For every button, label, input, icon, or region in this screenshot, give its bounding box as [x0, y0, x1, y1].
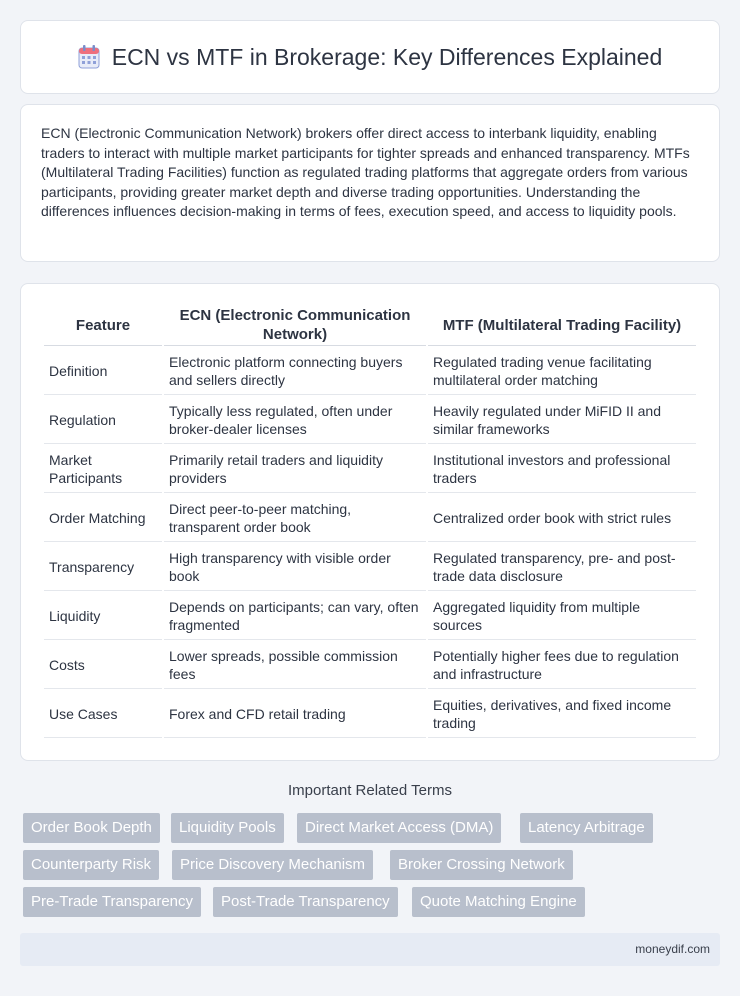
ecn-cell: Depends on participants; can vary, often fragmented	[164, 593, 426, 640]
tag-direct-market-access[interactable]: Direct Market Access (DMA)	[297, 813, 501, 843]
comparison-table-card	[20, 283, 720, 761]
table-row	[44, 495, 696, 542]
tag-latency-arbitrage[interactable]: Latency Arbitrage	[520, 813, 653, 843]
mtf-cell: Regulated trading venue facilitating multilateral order matching	[428, 348, 696, 395]
table-row	[44, 691, 696, 738]
tag-quote-matching-engine[interactable]: Quote Matching Engine	[412, 887, 585, 917]
tag-post-trade-transparency[interactable]: Post-Trade Transparency	[213, 887, 398, 917]
tag-price-discovery[interactable]: Price Discovery Mechanism	[172, 850, 373, 880]
feature-cell: Liquidity	[44, 593, 162, 640]
page-title: ECN vs MTF in Brokerage: Key Differences Explained	[111, 43, 663, 70]
ecn-cell: Forex and CFD retail trading	[164, 691, 426, 738]
footer-site[interactable]: moneydif.com	[635, 942, 710, 956]
intro-card	[20, 104, 720, 262]
mtf-cell: Regulated transparency, pre- and post-trade data disclosure	[428, 544, 696, 591]
tag-liquidity-pools[interactable]: Liquidity Pools	[171, 813, 284, 843]
table-row	[44, 593, 696, 640]
feature-cell: Regulation	[44, 397, 162, 444]
table-row	[44, 397, 696, 444]
mtf-cell: Heavily regulated under MiFID II and similar frameworks	[428, 397, 696, 444]
mtf-cell: Equities, derivatives, and fixed income trading	[428, 691, 696, 738]
feature-cell: Transparency	[44, 544, 162, 591]
ecn-cell: Typically less regulated, often under broker-dealer licenses	[164, 397, 426, 444]
related-terms-heading: Important Related Terms	[288, 782, 452, 799]
ecn-cell: Lower spreads, possible commission fees	[164, 642, 426, 689]
table-row	[44, 642, 696, 689]
header-feature: Feature	[44, 305, 162, 346]
mtf-cell: Centralized order book with strict rules	[428, 495, 696, 542]
mtf-cell: Aggregated liquidity from multiple sources	[428, 593, 696, 640]
comparison-table	[42, 303, 698, 740]
title-card	[20, 20, 720, 94]
tag-counterparty-risk[interactable]: Counterparty Risk	[23, 850, 159, 880]
mtf-cell: Potentially higher fees due to regulation and infrastructure	[428, 642, 696, 689]
calendar-icon	[78, 45, 100, 69]
table-header-row	[44, 305, 696, 346]
tag-order-book-depth[interactable]: Order Book Depth	[23, 813, 160, 843]
ecn-cell: High transparency with visible order book	[164, 544, 426, 591]
table-row	[44, 446, 696, 493]
feature-cell: Use Cases	[44, 691, 162, 738]
ecn-cell: Direct peer-to-peer matching, transparent order book	[164, 495, 426, 542]
ecn-cell: Primarily retail traders and liquidity providers	[164, 446, 426, 493]
header-ecn: ECN (Electronic Communication Network)	[164, 305, 426, 346]
feature-cell: Definition	[44, 348, 162, 395]
tag-pre-trade-transparency[interactable]: Pre-Trade Transparency	[23, 887, 201, 917]
feature-cell: Costs	[44, 642, 162, 689]
header-mtf: MTF (Multilateral Trading Facility)	[428, 305, 696, 346]
table-row	[44, 544, 696, 591]
ecn-cell: Electronic platform connecting buyers and sellers directly	[164, 348, 426, 395]
feature-cell: Order Matching	[44, 495, 162, 542]
table-row	[44, 348, 696, 395]
intro-text: ECN (Electronic Communication Network) brokers offer direct access to interbank liquidity, enabling traders to interact with multiple market participants for tighter spreads and enhanced transparency. MTFs (Multilateral Trading Facilities) function as regulated trading platforms that aggregate orders from various participants, providing greater market depth and diverse trading opportunities. Understanding the differences influences decision-making in terms of fees, execution speed, and access to liquidity pools.	[41, 125, 690, 220]
footer	[20, 933, 720, 966]
tag-broker-crossing-network[interactable]: Broker Crossing Network	[390, 850, 573, 880]
feature-cell: Market Participants	[44, 446, 162, 493]
mtf-cell: Institutional investors and professional traders	[428, 446, 696, 493]
